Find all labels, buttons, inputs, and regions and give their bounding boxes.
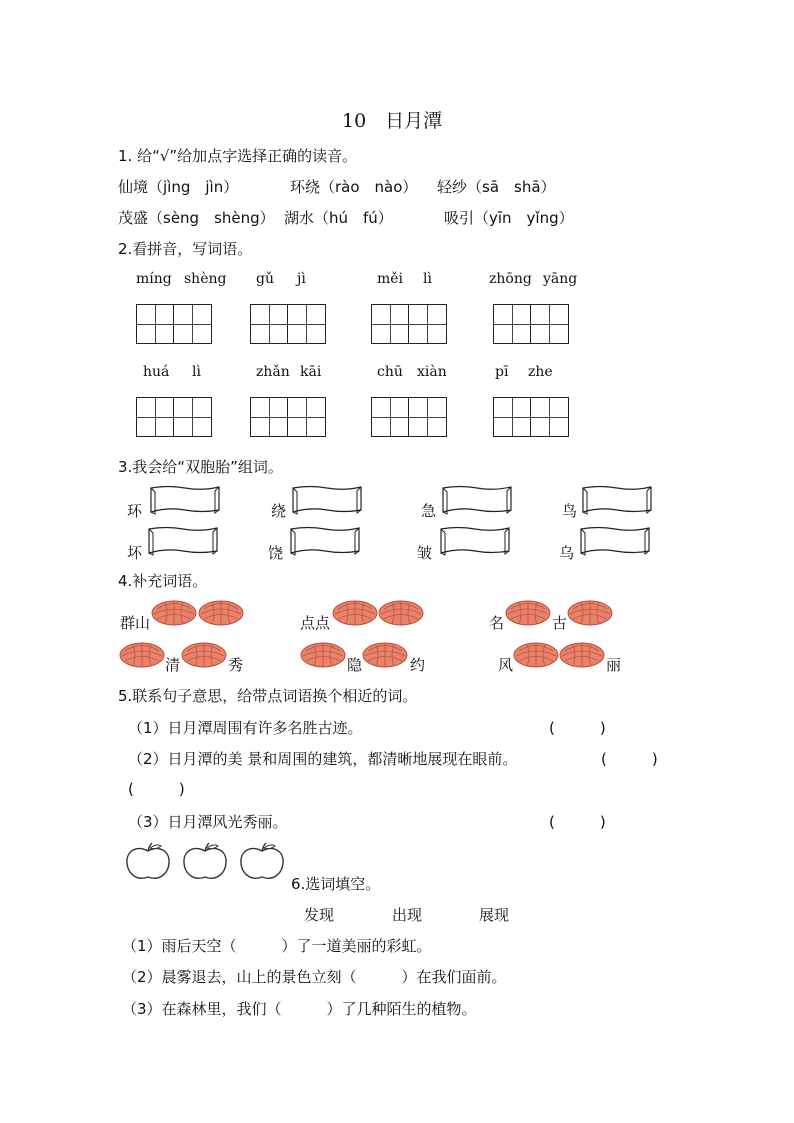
ball-blank[interactable] [181,642,227,668]
pinyin-label: chū [377,364,403,380]
apple-icon [181,842,229,882]
pinyin-label: shèng [184,271,227,287]
q5-sentence: （1）日月潭周围有许多名胜古迹。 [128,719,363,737]
ball-blank[interactable] [151,600,197,626]
scroll-answer-box[interactable] [438,524,512,556]
writing-grid[interactable] [136,397,212,437]
pinyin-label: lì [192,364,201,380]
writing-grid[interactable] [371,397,447,437]
idiom-text: 约 [410,656,426,674]
word-option: 发现 [304,906,335,924]
idiom-text: 古 [552,614,568,632]
q2-heading: 2.看拼音，写词语。 [118,240,253,258]
writing-grid[interactable] [493,397,569,437]
idiom-text: 风 [498,656,514,674]
word-char: 乌 [559,544,575,562]
writing-grid[interactable] [250,304,326,344]
pinyin-label: gǔ [256,271,274,287]
pinyin-label: yāng [543,271,578,287]
writing-grid[interactable] [371,304,447,344]
q6-sentence: （3）在森林里，我们（ ）了几种陌生的植物。 [122,1000,477,1018]
q4-heading: 4.补充词语。 [118,572,208,590]
q6-heading: 6.选词填空。 [291,875,381,893]
writing-grid[interactable] [136,304,212,344]
idiom-text: 丽 [606,656,622,674]
q5-sentence: （3）日月潭风光秀丽。 [128,813,288,831]
answer-paren[interactable]: ( ) [549,719,606,737]
q5-sentence: （2）日月潭的美 景和周围的建筑，都清晰地展现在眼前。 [128,750,518,768]
ball-blank[interactable] [505,600,551,626]
pinyin-label: pī [495,364,509,380]
word-char: 皱 [417,544,433,562]
ball-blank[interactable] [378,600,424,626]
q5-heading: 5.联系句子意思，给带点词语换个相近的词。 [118,687,418,705]
idiom-text: 点点 [300,614,331,632]
pinyin-label: měi [377,271,404,287]
q6-sentence: （2）晨雾退去，山上的景色立刻（ ）在我们面前。 [122,968,507,986]
q1-item: 轻纱（sā shā） [437,178,556,196]
ball-blank[interactable] [567,600,613,626]
word-char: 鸟 [562,502,578,520]
pinyin-label: kāi [300,364,322,380]
ball-blank[interactable] [513,642,559,668]
idiom-text: 秀 [228,656,244,674]
answer-paren[interactable]: ( ) [128,780,185,798]
answer-paren[interactable]: ( ) [601,750,658,768]
ball-blank[interactable] [362,642,408,668]
idiom-text: 隐 [347,656,363,674]
q1-item: 仙境（jìng jìn） [118,178,239,196]
q1-item: 湖水（hú fú） [284,209,393,227]
scroll-answer-box[interactable] [290,483,364,515]
scroll-answer-box[interactable] [578,524,652,556]
apple-icon [124,842,172,882]
scroll-answer-box[interactable] [580,483,654,515]
word-option: 出现 [392,906,423,924]
pinyin-label: xiàn [417,364,447,380]
word-char: 饶 [268,544,284,562]
idiom-text: 名 [489,614,505,632]
pinyin-label: míng [136,271,172,287]
scroll-answer-box[interactable] [146,524,220,556]
word-char: 急 [421,502,437,520]
pinyin-label: zhe [528,364,553,380]
q1-heading: 1. 给“√”给加点字选择正确的读音。 [118,147,358,165]
q3-heading: 3.我会给“双胞胎”组词。 [118,458,283,476]
word-char: 环 [127,502,143,520]
scroll-answer-box[interactable] [148,483,222,515]
ball-blank[interactable] [559,642,605,668]
idiom-text: 群山 [120,614,151,632]
pinyin-label: zhǎn [256,364,290,380]
q6-sentence: （1）雨后天空（ ）了一道美丽的彩虹。 [122,937,432,955]
pinyin-label: zhōng [489,271,532,287]
ball-blank[interactable] [332,600,378,626]
answer-paren[interactable]: ( ) [549,813,606,831]
ball-blank[interactable] [198,600,244,626]
ball-blank[interactable] [119,642,165,668]
pinyin-label: huá [143,364,170,380]
idiom-text: 清 [165,656,181,674]
apple-icon [238,842,286,882]
q1-item: 环绕（rào nào） [290,178,418,196]
writing-grid[interactable] [493,304,569,344]
pinyin-label: lì [423,271,432,287]
scroll-answer-box[interactable] [440,483,514,515]
word-char: 坏 [127,544,143,562]
scroll-answer-box[interactable] [288,524,362,556]
word-option: 展现 [479,906,510,924]
ball-blank[interactable] [300,642,346,668]
q1-item: 吸引（yīn yǐng） [444,209,574,227]
writing-grid[interactable] [250,397,326,437]
word-char: 绕 [271,502,287,520]
page-title: 10 日月潭 [342,110,443,132]
q1-item: 茂盛（sèng shèng） [118,209,275,227]
pinyin-label: jì [297,271,306,287]
